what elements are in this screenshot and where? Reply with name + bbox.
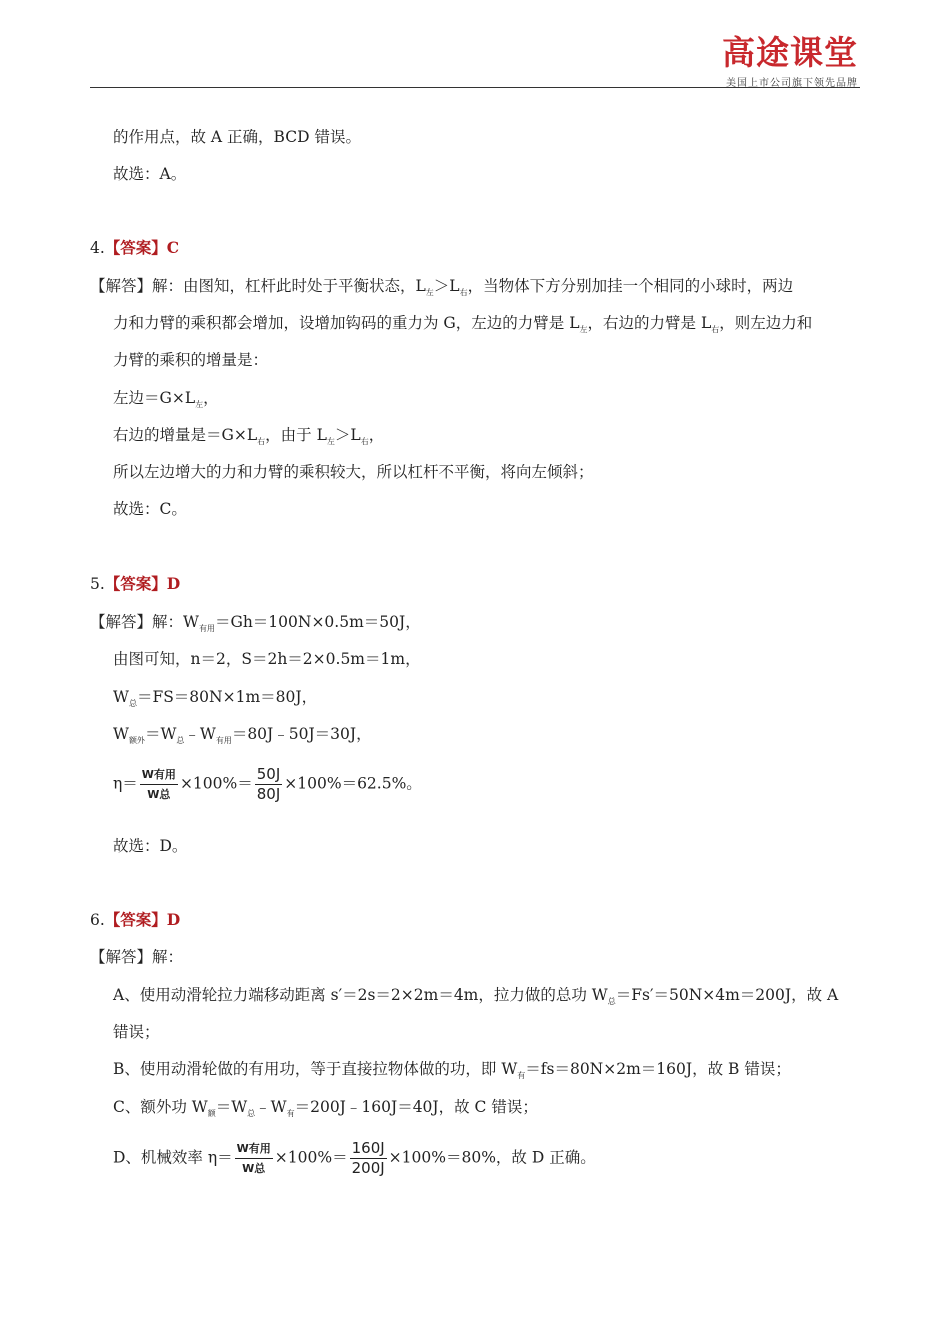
text: ＝fs＝80N×2m＝160J，故 B 错误； <box>525 1060 791 1078</box>
text-line <box>113 723 372 752</box>
text: ＝W <box>215 1098 248 1116</box>
text: ×100%＝ <box>179 774 253 793</box>
text-line: 由图可知，n＝2，S＝2h＝2×0.5m＝1m， <box>113 650 421 668</box>
text-line <box>113 686 317 715</box>
text: ＞L <box>334 426 361 444</box>
text: 右边的增量是＝G×L <box>113 426 258 444</box>
text-line: 所以左边增大的力和力臂的乘积较大，所以杠杆不平衡，将向左倾斜； <box>113 463 594 481</box>
subscript: 有用 <box>198 624 215 633</box>
subscript: 左 <box>579 325 588 334</box>
q5-solution-line <box>90 611 421 640</box>
subscript: 右 <box>360 437 369 446</box>
subscript: 右 <box>711 325 720 334</box>
fraction <box>350 1139 387 1178</box>
text: ﹣W <box>184 725 216 743</box>
text-line <box>113 424 384 453</box>
q6-answer-heading <box>90 909 180 931</box>
subscript: 有用 <box>215 736 232 745</box>
text: C、额外功 W <box>113 1098 208 1116</box>
subscript: 总 <box>247 1109 256 1118</box>
text: 【解答】解：W <box>90 613 199 631</box>
text: ﹣W <box>255 1098 287 1116</box>
text: ，右边的力臂是 L <box>587 314 712 332</box>
efficiency-formula <box>113 1139 596 1178</box>
text: ，则左边力和 <box>719 314 813 332</box>
header-divider <box>90 87 860 88</box>
subscript: 额外 <box>128 736 145 745</box>
text-line: 力臂的乘积的增量是： <box>113 351 269 369</box>
brand-logo <box>722 34 858 89</box>
text: 左边＝G×L <box>113 389 196 407</box>
fraction <box>255 765 283 804</box>
text-line <box>113 387 219 416</box>
subscript: 总 <box>128 699 137 708</box>
fraction-denominator: W总 <box>242 1162 266 1175</box>
subscript: 左 <box>425 288 434 297</box>
text: A、使用动滑轮拉力端移动距离 s′＝2s＝2×2m＝4m，拉力做的总功 W <box>113 986 608 1004</box>
answer-label: 【答案】D <box>104 910 181 929</box>
text: ， <box>368 426 385 444</box>
q4-answer-heading <box>90 237 179 259</box>
text: ×100%＝62.5%。 <box>284 774 422 793</box>
fraction-denominator: 200J <box>351 1159 385 1177</box>
text: D、机械效率 η＝ <box>113 1148 233 1167</box>
q6-solution-line: 【解答】解： <box>90 948 184 966</box>
text: ×100%＝80%，故 D 正确。 <box>388 1148 596 1167</box>
subscript: 有 <box>286 1109 295 1118</box>
answer-label: 【答案】D <box>104 574 181 593</box>
text: ， <box>203 389 219 407</box>
text: ×100%＝ <box>274 1148 348 1167</box>
fraction-denominator: 80J <box>256 785 281 803</box>
subscript: 左 <box>195 400 204 409</box>
text-line: 故选：D。 <box>113 837 188 855</box>
text: ＝W <box>144 725 177 743</box>
text-line: 的作用点，故 A 正确，BCD 错误。 <box>113 128 361 146</box>
text: ＝80J﹣50J＝30J， <box>231 725 372 743</box>
text: B、使用动滑轮做的有用功，等于直接拉物体做的功，即 W <box>113 1060 518 1078</box>
subscript: 右 <box>459 288 468 297</box>
logo-title: 高途课堂 <box>722 33 858 72</box>
text: ＝200J﹣160J＝40J，故 C 错误； <box>294 1098 538 1116</box>
text: η＝ <box>113 774 138 793</box>
subscript: 左 <box>326 437 335 446</box>
subscript: 右 <box>257 437 266 446</box>
question-number: 6. <box>90 911 105 929</box>
text: ＝Fs′＝50N×4m＝200J，故 A <box>615 986 839 1004</box>
fraction <box>140 765 178 804</box>
text: ＝FS＝80N×1m＝80J， <box>136 688 318 706</box>
text: ＞L <box>433 277 460 295</box>
logo-tagline: 美国上市公司旗下领先品牌 <box>726 78 858 89</box>
fraction-numerator: 160J <box>351 1139 385 1157</box>
text: 【解答】解：由图知，杠杆此时处于平衡状态，L <box>90 277 426 295</box>
text-line: 故选：C。 <box>113 500 187 518</box>
subscript: 总 <box>176 736 185 745</box>
efficiency-formula <box>113 765 422 804</box>
text: ＝Gh＝100N×0.5m＝50J， <box>214 613 421 631</box>
text: W <box>113 725 129 743</box>
fraction-numerator: 50J <box>256 765 281 783</box>
question-number: 4. <box>90 239 105 257</box>
fraction-numerator: W有用 <box>235 1139 273 1159</box>
text: W <box>113 688 129 706</box>
subscript: 有 <box>517 1071 526 1080</box>
text-line <box>113 1096 538 1125</box>
fraction-denominator: W总 <box>147 788 171 801</box>
text-line <box>113 984 838 1013</box>
question-number: 5. <box>90 575 105 593</box>
text: 力和力臂的乘积都会增加，设增加钩码的重力为 G，左边的力臂是 L <box>113 314 580 332</box>
subscript: 总 <box>607 997 616 1006</box>
text-line <box>113 1058 791 1087</box>
text-line: 故选：A。 <box>113 165 187 183</box>
text-line: 错误； <box>113 1023 160 1041</box>
fraction <box>235 1139 273 1178</box>
answer-label: 【答案】C <box>104 238 180 257</box>
text: ，由于 L <box>265 426 327 444</box>
q4-solution-line <box>90 275 793 304</box>
text-line <box>113 312 812 341</box>
text: ，当物体下方分别加挂一个相同的小球时，两边 <box>467 277 794 295</box>
q5-answer-heading <box>90 573 180 595</box>
subscript: 额 <box>207 1109 216 1118</box>
fraction-numerator: W有用 <box>140 765 178 785</box>
